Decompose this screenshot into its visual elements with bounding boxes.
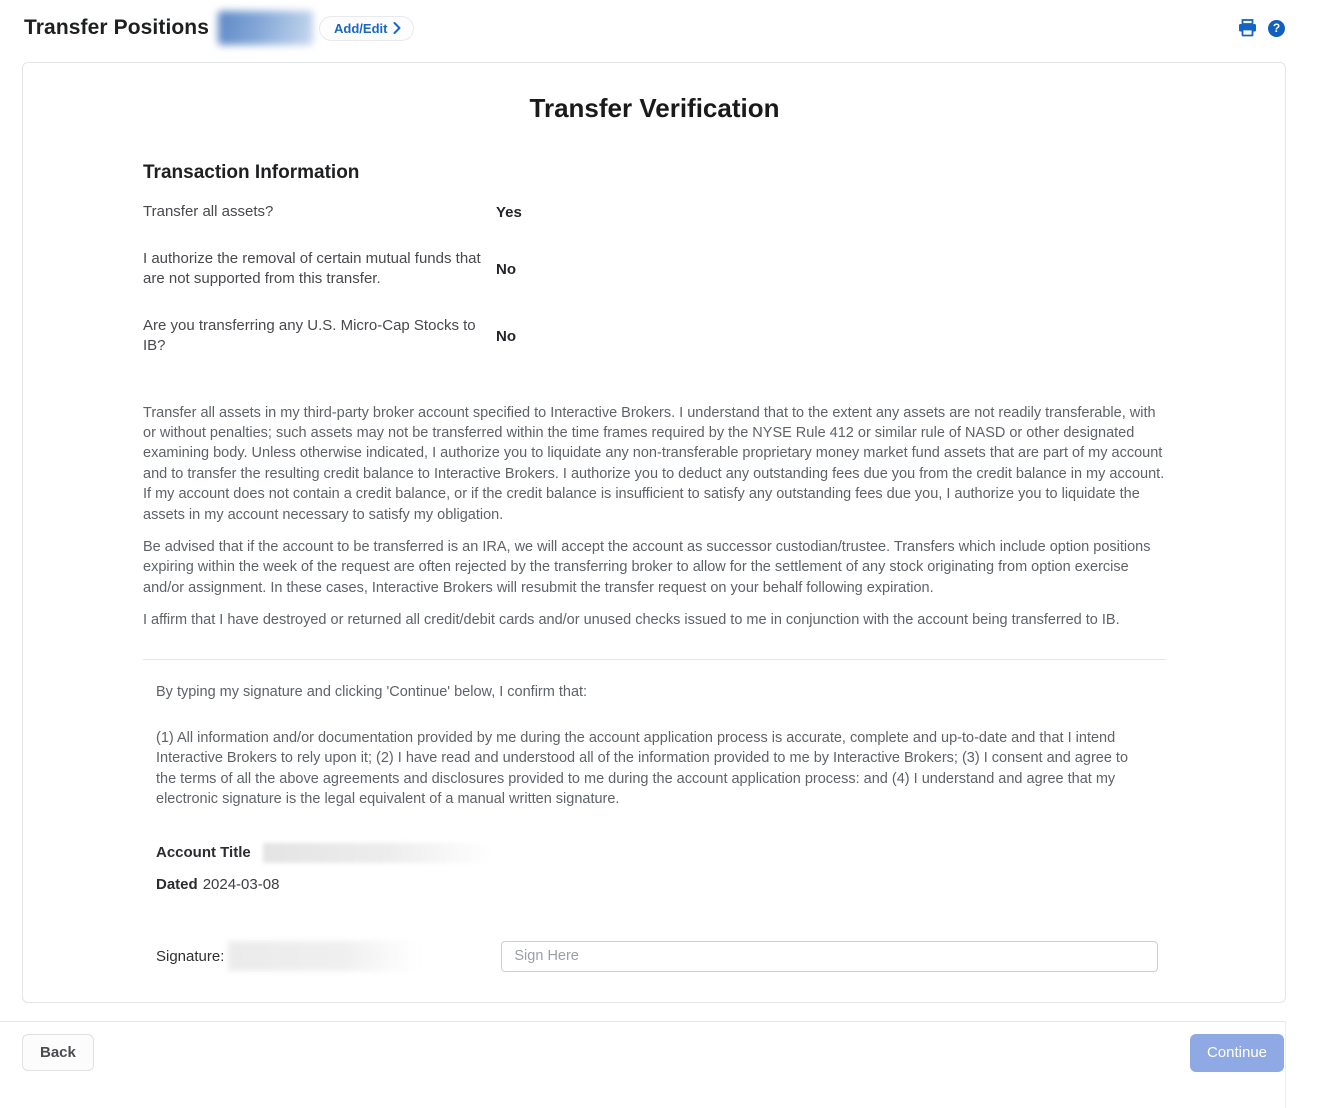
- question-label: I authorize the removal of certain mutual funds that are not supported from this transfer.: [143, 249, 481, 287]
- page-title: Transfer Positions: [24, 16, 210, 39]
- page-header: [0, 0, 1325, 48]
- signature-intro: By typing my signature and clicking 'Continue' below, I confirm that:: [156, 683, 588, 700]
- redacted-signature-name: [228, 941, 418, 971]
- question-answer: No: [496, 260, 516, 278]
- header-actions: [1238, 19, 1301, 37]
- signature-row: [156, 941, 1166, 972]
- signature-label: Signature:: [156, 947, 225, 965]
- dated-value: 2024-03-08: [202, 875, 280, 893]
- dated-row: [156, 876, 1166, 893]
- disclosure-paragraph: I affirm that I have destroyed or returned all credit/debit cards and/or unused checks issued to me in conjunction with the account being transferred to IB.: [143, 612, 1120, 629]
- signature-terms: (1) All information and/or documentation provided by me during the account application process is accurate, complete and up-to-date and that I intend Interactive Brokers to rely upon it; (2) I have read and understood all of the information provided to me by Interactive Brokers; (3) I consent and agree to the terms of all the above agreements and disclosures provided to me during the account application process: and (4) I understand and agree that my electronic signature is the legal equivalent of a manual written signature.: [156, 729, 1129, 808]
- chevron-right-icon: [393, 22, 401, 34]
- redacted-account-title-value: [263, 843, 493, 863]
- account-title-label: Account Title: [156, 844, 251, 862]
- add-edit-label: Add/Edit: [334, 20, 388, 36]
- question-label: Are you transferring any U.S. Micro-Cap Stocks to IB?: [143, 316, 476, 354]
- disclosure-paragraph: Be advised that if the account to be transferred is an IRA, we will accept the account as successor custodian/trustee. Transfers which include option positions expiring within the week of the request are often rejected by the transferring broker to allow for the settlement of any stock originating from option exercise and/or assignment. In these cases, Interactive Brokers will resubmit the transfer request on your behalf following expiration.: [143, 538, 1151, 596]
- redacted-account-name: [218, 11, 313, 45]
- question-label: Transfer all assets?: [143, 203, 274, 220]
- question-answer: Yes: [496, 203, 522, 221]
- card-title: Transfer Verification: [529, 93, 780, 123]
- dated-label: Dated: [156, 875, 198, 893]
- section-divider: [143, 659, 1166, 660]
- verification-card: [22, 62, 1286, 1003]
- question-row: [143, 316, 1166, 357]
- print-button[interactable]: [1238, 19, 1257, 37]
- disclosure-paragraph: Transfer all assets in my third-party broker account specified to Interactive Brokers. I understand that to the extent any assets are not readily transferable, with or without penalties; such assets may not be transferred within the time frames required by the NYSE Rule 412 or similar rule of NASD or other designated examining body. Unless otherwise indicated, I authorize you to liquidate any non-transferable proprietary money market fund assets that are part of my account and to transfer the resulting credit balance to Interactive Brokers. I authorize you to deduct any outstanding fees due you from the credit balance in my account. If my account does not contain a credit balance, or if the credit balance is insufficient to satisfy any outstanding fees due you, I authorize you to liquidate the assets in my account necessary to satisfy my obligation.: [143, 404, 1165, 523]
- account-title-row: [156, 843, 1166, 863]
- help-icon: ?: [1268, 20, 1285, 37]
- question-answer: No: [496, 327, 516, 345]
- printer-icon: [1238, 19, 1257, 37]
- question-row: [143, 249, 1166, 290]
- signature-input[interactable]: [501, 941, 1158, 972]
- signature-section: [143, 682, 1166, 972]
- help-button[interactable]: [1268, 20, 1285, 37]
- page-footer: [0, 1021, 1286, 1108]
- continue-button[interactable]: Continue: [1190, 1034, 1284, 1072]
- question-row: [143, 202, 1166, 223]
- section-title: Transaction Information: [143, 162, 360, 183]
- add-edit-button[interactable]: [319, 16, 414, 41]
- back-button[interactable]: Back: [22, 1034, 94, 1071]
